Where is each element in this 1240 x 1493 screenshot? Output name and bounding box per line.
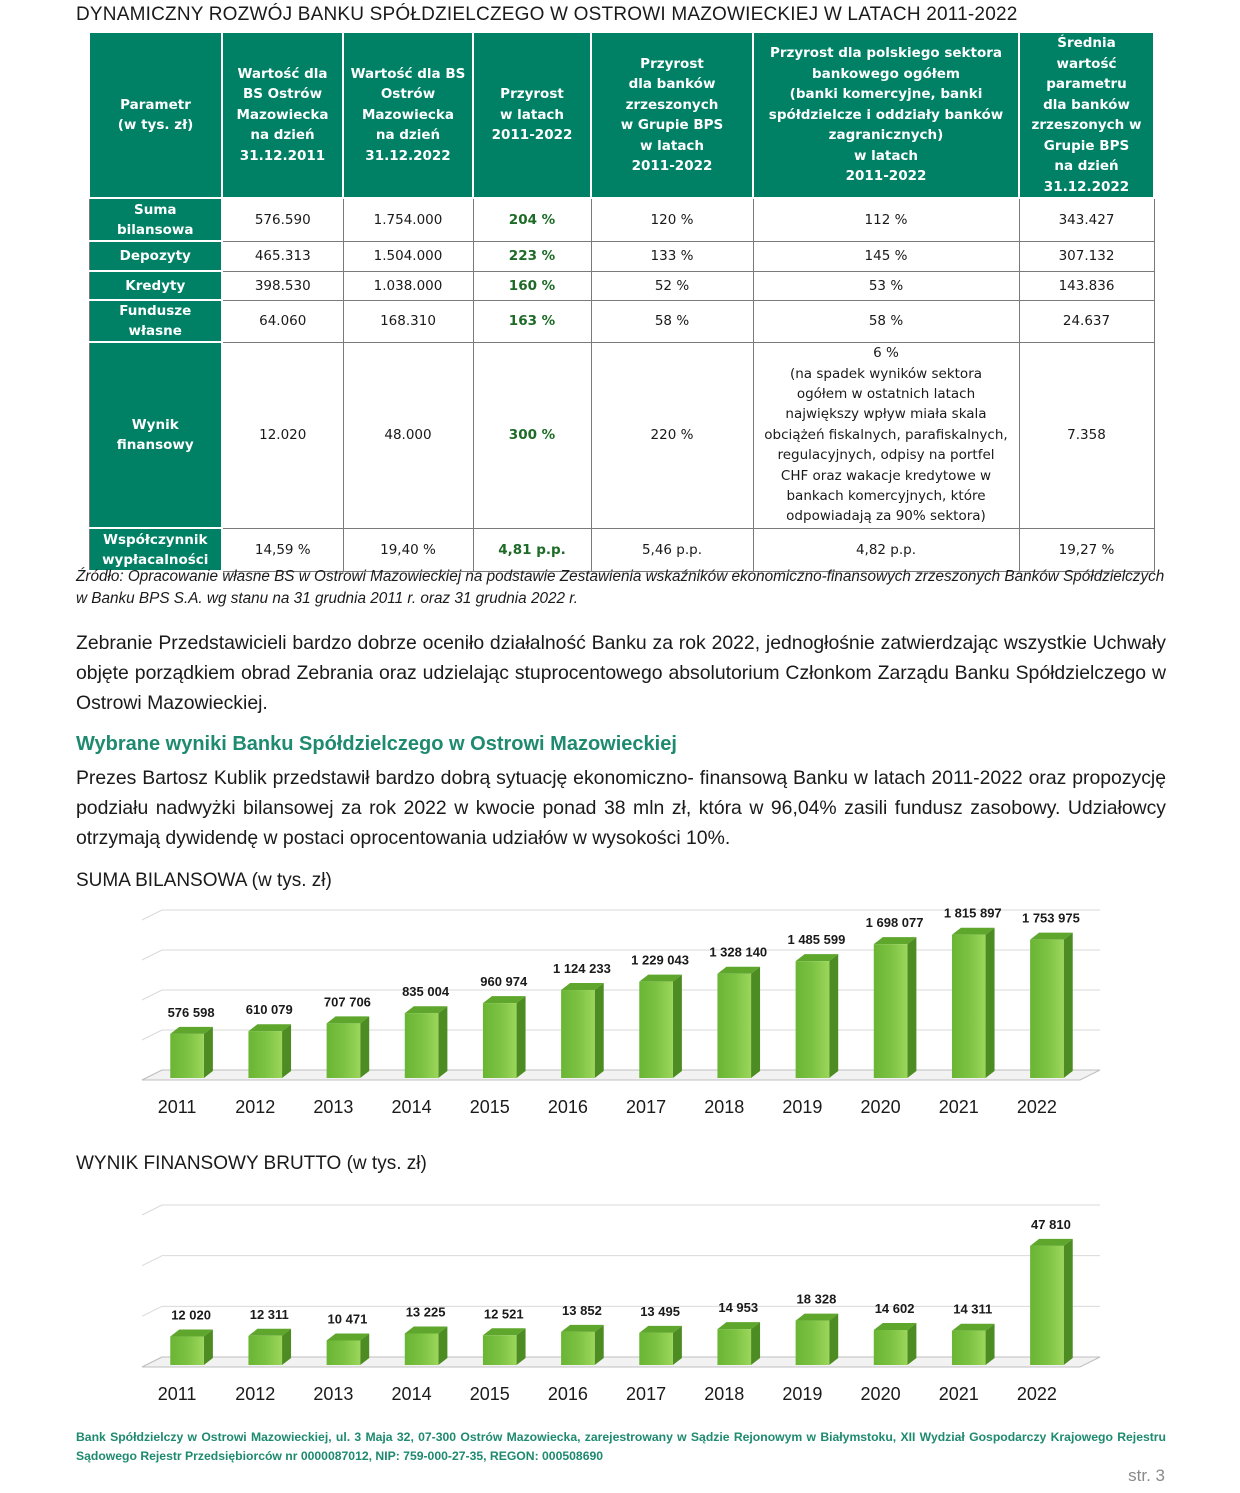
bar-2013 <box>327 1016 370 1078</box>
bar-front <box>796 961 830 1078</box>
bar-front <box>248 1336 282 1365</box>
cell-v2011: 14,59 % <box>222 528 343 571</box>
cell-v2022: 1.754.000 <box>343 198 473 241</box>
bar-2014 <box>405 1326 448 1365</box>
cell-growth: 160 % <box>473 271 591 300</box>
x-tick-label: 2017 <box>626 1097 667 1117</box>
bar-side <box>829 1314 838 1365</box>
x-tick-label: 2019 <box>782 1097 823 1117</box>
x-tick-label: 2011 <box>157 1097 197 1117</box>
bar-2019 <box>796 1314 839 1365</box>
gridline-side <box>142 910 162 920</box>
bar-side <box>751 967 760 1078</box>
cell-growth-bps: 220 % <box>591 342 753 528</box>
cell-growth-bps: 5,46 p.p. <box>591 528 753 571</box>
data-label: 14 602 <box>874 1301 915 1317</box>
bar-2011 <box>170 1330 213 1365</box>
x-tick-label: 2013 <box>313 1097 354 1117</box>
table-row <box>89 241 1154 271</box>
data-label: 1 328 140 <box>709 944 768 960</box>
x-tick-label: 2014 <box>391 1097 432 1117</box>
x-tick-label: 2022 <box>1016 1097 1057 1117</box>
footer-address: Bank Spółdzielczy w Ostrowi Mazowieckiej, ul. 3 Maja 32, 07-300 Ostrów Mazowiecka, zarejestrowany w Sądzie Rejonowym w Białymstoku, XII Wydział Gospodarczy Krajowego Rejestru Sądowego Rejestr Przedsiębiorców nr 0000087012, NIP: 759-000-27-35, REGON: 000508690 <box>76 1430 1166 1463</box>
data-label: 10 471 <box>327 1311 368 1327</box>
table-row <box>89 528 1154 571</box>
data-label: 707 706 <box>323 994 371 1010</box>
x-tick-label: 2018 <box>704 1384 745 1404</box>
data-label: 12 020 <box>171 1307 211 1323</box>
page-title: DYNAMICZNY ROZWÓJ BANKU SPÓŁDZIELCZEGO W OSTROWI MAZOWIECKIEJ W LATACH 2011-2022 <box>76 4 1018 25</box>
bar-front <box>327 1023 361 1078</box>
cell-growth: 223 % <box>473 241 591 271</box>
header-param: Parametr (w tys. zł) <box>89 32 222 198</box>
data-label: 960 974 <box>480 974 528 990</box>
cell-v2011: 465.313 <box>222 241 343 271</box>
page-number: str. 3 <box>1128 1466 1165 1485</box>
bar-2016 <box>561 1325 604 1365</box>
growth-table <box>88 31 1155 572</box>
header-avg-bps: Średnia wartość parametru dla banków zrzeszonych w Grupie BPS na dzień 31.12.2022 <box>1019 32 1154 198</box>
x-tick-label: 2015 <box>469 1097 510 1117</box>
data-label: 13 852 <box>562 1302 602 1318</box>
cell-avg-bps: 24.637 <box>1019 300 1154 342</box>
row-param: Suma bilansowa <box>89 198 222 241</box>
bar-front <box>483 1003 517 1078</box>
bar-2021 <box>952 1324 995 1365</box>
header-value-2022: Wartość dla BS Ostrów Mazowiecka na dzień 31.12.2022 <box>343 32 473 198</box>
cell-growth-bps: 120 % <box>591 198 753 241</box>
gridline-side <box>142 1306 162 1316</box>
bar-side <box>986 928 995 1078</box>
data-label: 610 079 <box>245 1002 293 1018</box>
table-row <box>89 342 1154 528</box>
x-tick-label: 2018 <box>704 1097 745 1117</box>
x-tick-label: 2011 <box>157 1384 197 1404</box>
data-label: 1 753 975 <box>1021 910 1080 926</box>
cell-v2022: 1.038.000 <box>343 271 473 300</box>
bar-2015 <box>483 996 526 1078</box>
cell-growth-sector: 6 % (na spadek wyników sektora ogółem w ostatnich latach największy wpływ miała skala obciążeń fiskalnych, parafiskalnych, regulacyjnych, odpisy na portfel CHF oraz wakacje kredytowe w bankach komercyjnych, które odpowiadają za 90% sektora) <box>753 342 1019 528</box>
bar-side <box>282 1024 291 1078</box>
chart-balance-sum <box>0 890 1240 1130</box>
cell-growth: 204 % <box>473 198 591 241</box>
gridline-side <box>142 1030 162 1040</box>
x-tick-label: 2020 <box>860 1384 901 1404</box>
data-label: 13 495 <box>640 1303 680 1319</box>
row-param: Fundusze własne <box>89 300 222 342</box>
cell-growth-bps: 58 % <box>591 300 753 342</box>
header-value-2011: Wartość dla BS Ostrów Mazowiecka na dzień 31.12.2011 <box>222 32 343 198</box>
cell-avg-bps: 343.427 <box>1019 198 1154 241</box>
bar-2012 <box>248 1329 291 1365</box>
bar-front <box>717 1329 751 1365</box>
cell-growth-bps: 133 % <box>591 241 753 271</box>
row-param: Współczynnik wypłacalności <box>89 528 222 571</box>
x-tick-label: 2014 <box>391 1384 432 1404</box>
bar-side <box>829 954 838 1078</box>
chart-financial-result <box>0 1175 1240 1415</box>
bar-side <box>438 1006 447 1078</box>
bar-front <box>561 1332 595 1365</box>
cell-v2022: 19,40 % <box>343 528 473 571</box>
cell-v2022: 48.000 <box>343 342 473 528</box>
bar-front <box>1030 940 1064 1078</box>
gridline-side <box>142 950 162 960</box>
bar-2022 <box>1030 933 1073 1078</box>
x-tick-label: 2013 <box>313 1384 354 1404</box>
bar-2022 <box>1030 1239 1073 1365</box>
section-title: Wybrane wyniki Banku Spółdzielczego w Ostrowi Mazowieckiej <box>76 733 677 755</box>
bar-2021 <box>952 928 995 1078</box>
cell-growth: 4,81 p.p. <box>473 528 591 571</box>
row-param: Depozyty <box>89 241 222 271</box>
bar-2017 <box>639 1326 682 1365</box>
bar-front <box>796 1321 830 1365</box>
row-param: Wynik finansowy <box>89 342 222 528</box>
bar-2013 <box>327 1333 370 1365</box>
cell-growth-sector: 4,82 p.p. <box>753 528 1019 571</box>
cell-growth: 300 % <box>473 342 591 528</box>
table-header-row <box>89 32 1154 198</box>
bar-2011 <box>170 1027 213 1078</box>
bar-side <box>360 1016 369 1078</box>
data-label: 1 815 897 <box>943 905 1002 921</box>
data-label: 1 698 077 <box>865 915 924 931</box>
cell-v2011: 576.590 <box>222 198 343 241</box>
x-tick-label: 2015 <box>469 1384 510 1404</box>
table-row <box>89 198 1154 241</box>
bar-side <box>1064 1239 1073 1365</box>
bar-front <box>483 1335 517 1365</box>
chart-balance-title: SUMA BILANSOWA (w tys. zł) <box>76 870 332 891</box>
bar-side <box>907 1323 916 1365</box>
data-label: 1 485 599 <box>787 932 846 948</box>
bar-front <box>874 944 908 1078</box>
bar-2017 <box>639 975 682 1078</box>
chart-result-title: WYNIK FINANSOWY BRUTTO (w tys. zł) <box>76 1153 427 1174</box>
bar-2018 <box>717 1322 760 1365</box>
header-growth: Przyrost w latach 2011-2022 <box>473 32 591 198</box>
bar-side <box>986 1324 995 1365</box>
bar-front <box>561 990 595 1078</box>
cell-growth-sector: 58 % <box>753 300 1019 342</box>
table-row <box>89 271 1154 300</box>
x-tick-label: 2020 <box>860 1097 901 1117</box>
cell-v2011: 64.060 <box>222 300 343 342</box>
cell-avg-bps: 143.836 <box>1019 271 1154 300</box>
cell-growth-sector: 53 % <box>753 271 1019 300</box>
x-tick-label: 2021 <box>938 1384 979 1404</box>
bar-front <box>170 1034 204 1078</box>
bar-2015 <box>483 1328 526 1365</box>
bar-2018 <box>717 967 760 1078</box>
x-tick-label: 2016 <box>547 1384 588 1404</box>
x-tick-label: 2016 <box>547 1097 588 1117</box>
cell-avg-bps: 7.358 <box>1019 342 1154 528</box>
cell-growth-sector: 145 % <box>753 241 1019 271</box>
bar-2014 <box>405 1006 448 1078</box>
data-label: 1 124 233 <box>552 961 611 977</box>
row-param: Kredyty <box>89 271 222 300</box>
bar-2019 <box>796 954 839 1078</box>
bar-side <box>1064 933 1073 1078</box>
data-label: 576 598 <box>167 1004 215 1020</box>
cell-v2022: 168.310 <box>343 300 473 342</box>
paragraph-assembly: Zebranie Przedstawicieli bardzo dobrze oceniło działalność Banku za rok 2022, jednogłośnie zatwierdzając wszystkie Uchwały objęte porządkiem obrad Zebrania oraz udzielając stuprocentowego absolutorium Członkom Zarządu Banku Spółdzielczego w Ostrowi Mazowieckiej. <box>76 632 1166 714</box>
bar-side <box>517 996 526 1078</box>
data-label: 13 225 <box>405 1304 446 1320</box>
bar-front <box>639 1333 673 1365</box>
bar-side <box>907 937 916 1078</box>
bar-front <box>248 1031 282 1078</box>
x-tick-label: 2019 <box>782 1384 823 1404</box>
bar-front <box>952 1331 986 1365</box>
bar-front <box>405 1333 439 1365</box>
header-growth-bps: Przyrost dla banków zrzeszonych w Grupie BPS w latach 2011-2022 <box>591 32 753 198</box>
x-tick-label: 2021 <box>938 1097 979 1117</box>
bar-side <box>673 975 682 1078</box>
cell-growth-bps: 52 % <box>591 271 753 300</box>
bar-front <box>717 974 751 1078</box>
cell-v2022: 1.504.000 <box>343 241 473 271</box>
gridline-side <box>142 1205 162 1215</box>
gridline-side <box>142 1256 162 1266</box>
cell-avg-bps: 307.132 <box>1019 241 1154 271</box>
cell-avg-bps: 19,27 % <box>1019 528 1154 571</box>
bar-front <box>1030 1246 1064 1365</box>
x-tick-label: 2017 <box>626 1384 667 1404</box>
data-label: 47 810 <box>1031 1216 1071 1232</box>
data-label: 1 229 043 <box>631 952 690 968</box>
bar-front <box>639 982 673 1078</box>
bar-front <box>952 935 986 1078</box>
bar-side <box>595 1325 604 1365</box>
bar-side <box>204 1027 213 1078</box>
cell-v2011: 398.530 <box>222 271 343 300</box>
cell-growth: 163 % <box>473 300 591 342</box>
data-label: 12 521 <box>483 1306 524 1322</box>
x-tick-label: 2012 <box>235 1097 276 1117</box>
cell-v2011: 12.020 <box>222 342 343 528</box>
bar-side <box>595 983 604 1078</box>
bar-front <box>327 1340 361 1365</box>
data-label: 14 311 <box>953 1301 993 1317</box>
table-row <box>89 300 1154 342</box>
paragraph-results: Prezes Bartosz Kublik przedstawił bardzo dobrą sytuację ekonomiczno- finansową Banku w latach 2011-2022 oraz propozycję podziału nadwyżki bilansowej za rok 2022 w kwocie ponad 38 mln zł, która w 96,04% zasili fundusz zasobowy. Udziałowcy otrzymają dywidendę w postaci oprocentowania udziałów w wysokości 10%. <box>76 767 1166 849</box>
data-label: 14 953 <box>718 1300 759 1316</box>
bar-2016 <box>561 983 604 1078</box>
bar-2020 <box>874 937 917 1078</box>
bar-front <box>170 1337 204 1365</box>
source-note: Źródło: Opracowanie własne BS w Ostrowi Mazowieckiej na podstawie Zestawienia wskaźników ekonomiczno-finansowych zrzeszonych Banków Spółdzielczych w Banku BPS S.A. wg stanu na 31 grudnia 2011 r. oraz 31 grudnia 2022 r. <box>76 568 1165 607</box>
data-label: 835 004 <box>402 984 450 1000</box>
bar-side <box>751 1322 760 1365</box>
cell-growth-sector: 112 % <box>753 198 1019 241</box>
bar-2012 <box>248 1024 291 1078</box>
bar-2020 <box>874 1323 917 1365</box>
header-growth-sector: Przyrost dla polskiego sektora bankowego ogółem (banki komercyjne, banki spółdzielcze i oddziały banków zagranicznych) w latach 2011-2022 <box>753 32 1019 198</box>
bar-front <box>874 1330 908 1365</box>
data-label: 12 311 <box>249 1306 289 1322</box>
bar-front <box>405 1013 439 1078</box>
x-tick-label: 2012 <box>235 1384 276 1404</box>
gridline-side <box>142 990 162 1000</box>
x-tick-label: 2022 <box>1016 1384 1057 1404</box>
data-label: 18 328 <box>796 1291 837 1307</box>
